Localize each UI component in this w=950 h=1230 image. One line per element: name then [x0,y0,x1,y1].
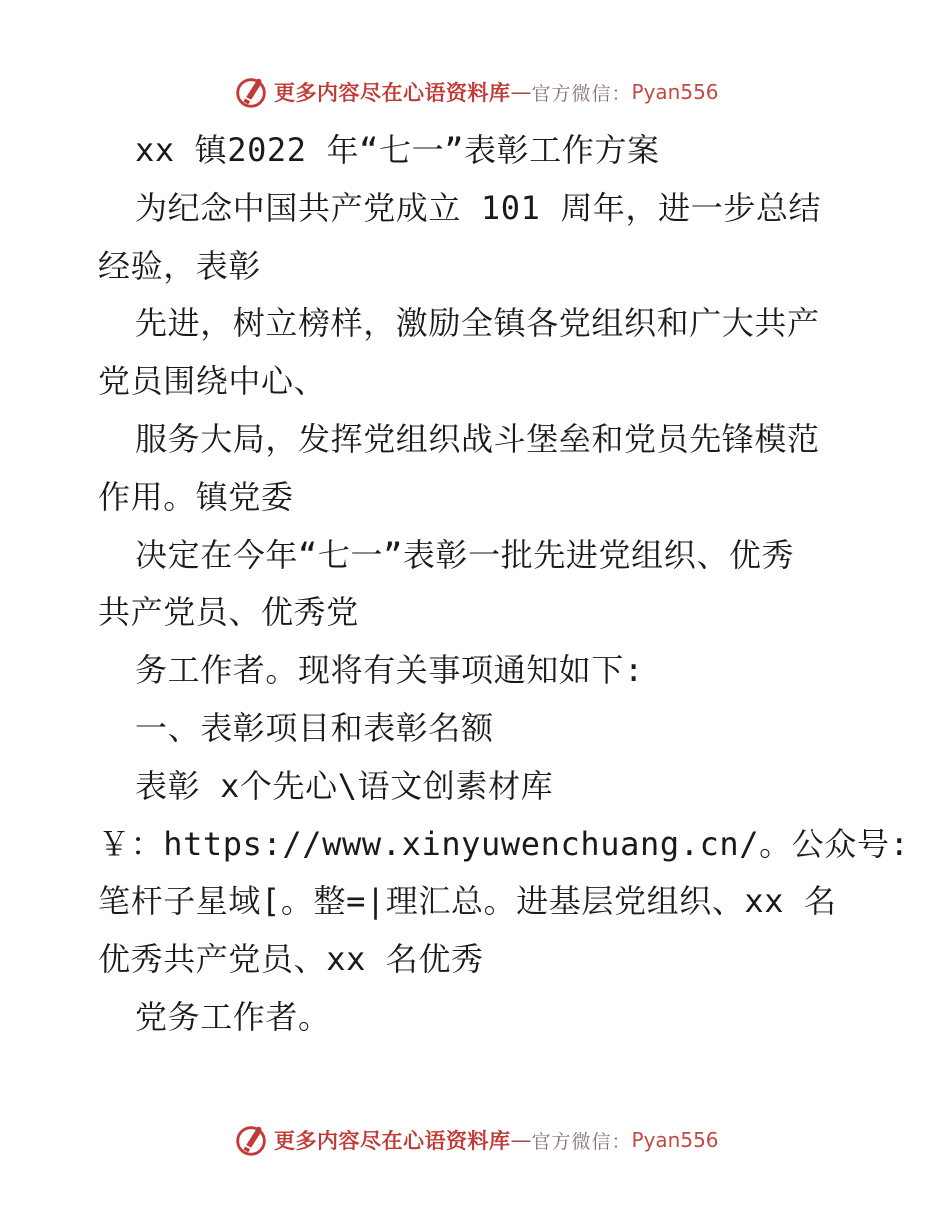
footer-watermark-banner [232,1120,719,1160]
paragraph-line: 党员围绕中心、 [98,362,327,401]
paragraph-line: 共产党员、优秀党 [98,593,359,632]
paragraph-line: ￥：https://www.xinyuwenchuang.cn/。公众号: [98,824,910,863]
watermark-dash: — [510,80,532,104]
paragraph-line: 先进，树立榜样，激励全镇各党组织和广大共产 [135,304,820,343]
watermark-slogan: 更多内容尽在心语资料库 [274,80,511,105]
paragraph-line: 作用。镇党委 [98,477,294,516]
watermark-wechat-label: 官方微信： [531,82,632,105]
pen-logo-icon [232,1121,270,1159]
watermark-dash: — [510,1128,532,1152]
paragraph-line: 表彰 x个先心\语文创素材库 [135,766,554,805]
header-watermark-banner [232,72,719,112]
paragraph-line: 务工作者。现将有关事项通知如下: [135,651,644,690]
paragraph-line: 笔杆子星域[。整=|理汇总。进基层党组织、xx 名 [98,882,837,921]
watermark-slogan: 更多内容尽在心语资料库 [274,1128,511,1153]
paragraph-line: 优秀共产党员、xx 名优秀 [98,940,484,979]
watermark-wechat-id: Pyan556 [631,80,719,104]
paragraph-line: 决定在今年“七一”表彰一批先进党组织、优秀 [135,535,795,574]
paragraph-line: 服务大局，发挥党组织战斗堡垒和党员先锋模范 [135,419,820,458]
watermark-wechat-label: 官方微信： [531,1130,632,1153]
document-title: xx 镇2022 年“七一”表彰工作方案 [135,131,660,169]
section-heading: 一、表彰项目和表彰名额 [135,708,494,747]
paragraph-line: 党务工作者。 [135,997,331,1036]
document-body [98,122,910,1047]
watermark-wechat-id: Pyan556 [631,1128,719,1152]
pen-logo-icon [232,73,270,111]
paragraph-line: 为纪念中国共产党成立 101 周年，进一步总结 [135,188,822,227]
paragraph-line: 经验，表彰 [98,246,262,285]
